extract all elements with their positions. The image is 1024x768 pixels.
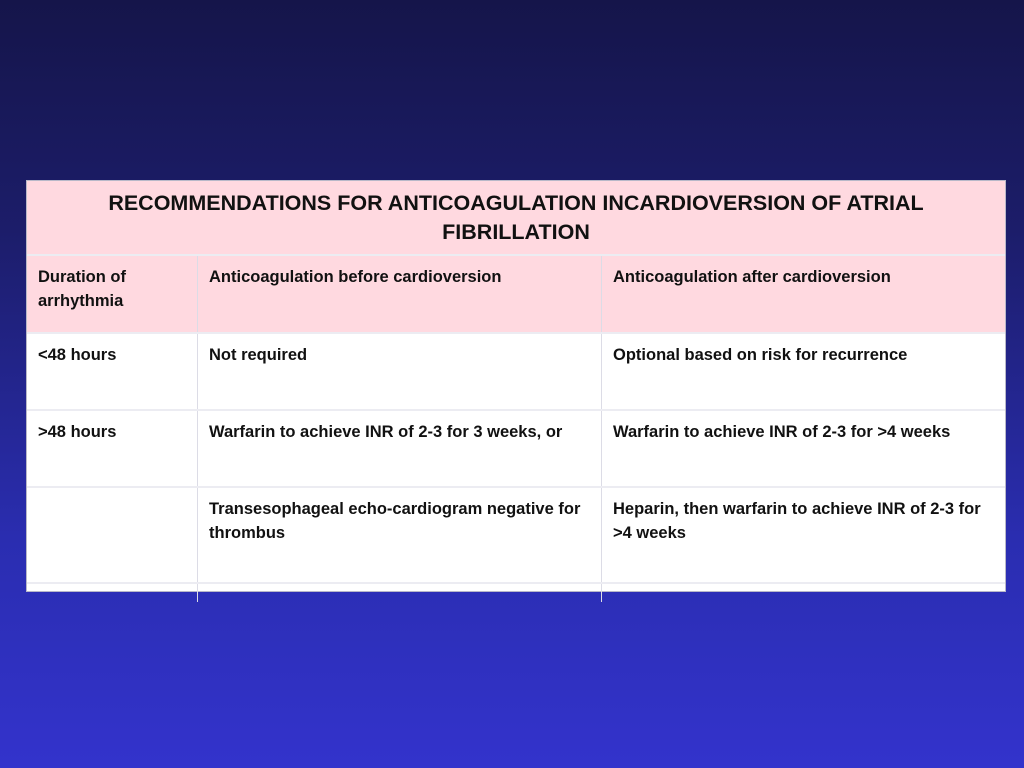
table-row <box>27 488 1005 584</box>
table-title-row <box>27 181 1005 256</box>
row3-duration <box>27 488 198 582</box>
row1-duration: <48 hours <box>27 334 198 409</box>
row2-before: Warfarin to achieve INR of 2-3 for 3 weeks, or <box>198 411 602 486</box>
spacer-cell <box>602 584 1005 602</box>
row3-before: Transesophageal echo-cardiogram negative for thrombus <box>198 488 602 582</box>
header-before: Anticoagulation before cardioversion <box>198 256 602 332</box>
table-header-row <box>27 256 1005 334</box>
table-title: RECOMMENDATIONS FOR ANTICOAGULATION INCARDIOVERSION OF ATRIAL FIBRILLATION <box>108 190 924 244</box>
row2-after: Warfarin to achieve INR of 2-3 for >4 weeks <box>613 423 951 441</box>
table-row <box>27 411 1005 488</box>
row2-duration: >48 hours <box>27 411 198 486</box>
row3-after: Heparin, then warfarin to achieve INR of 2-3 for >4 weeks <box>613 500 981 542</box>
table-row <box>27 334 1005 411</box>
row1-before: Not required <box>198 334 602 409</box>
header-duration: Duration of arrhythmia <box>27 256 198 332</box>
header-after: Anticoagulation after cardioversion <box>613 268 891 286</box>
row1-after: Optional based on risk for recurrence <box>613 346 908 364</box>
spacer-cell <box>198 584 602 602</box>
spacer-cell <box>27 584 198 602</box>
table-spacer-row <box>27 584 1005 591</box>
anticoagulation-table <box>26 180 1006 592</box>
